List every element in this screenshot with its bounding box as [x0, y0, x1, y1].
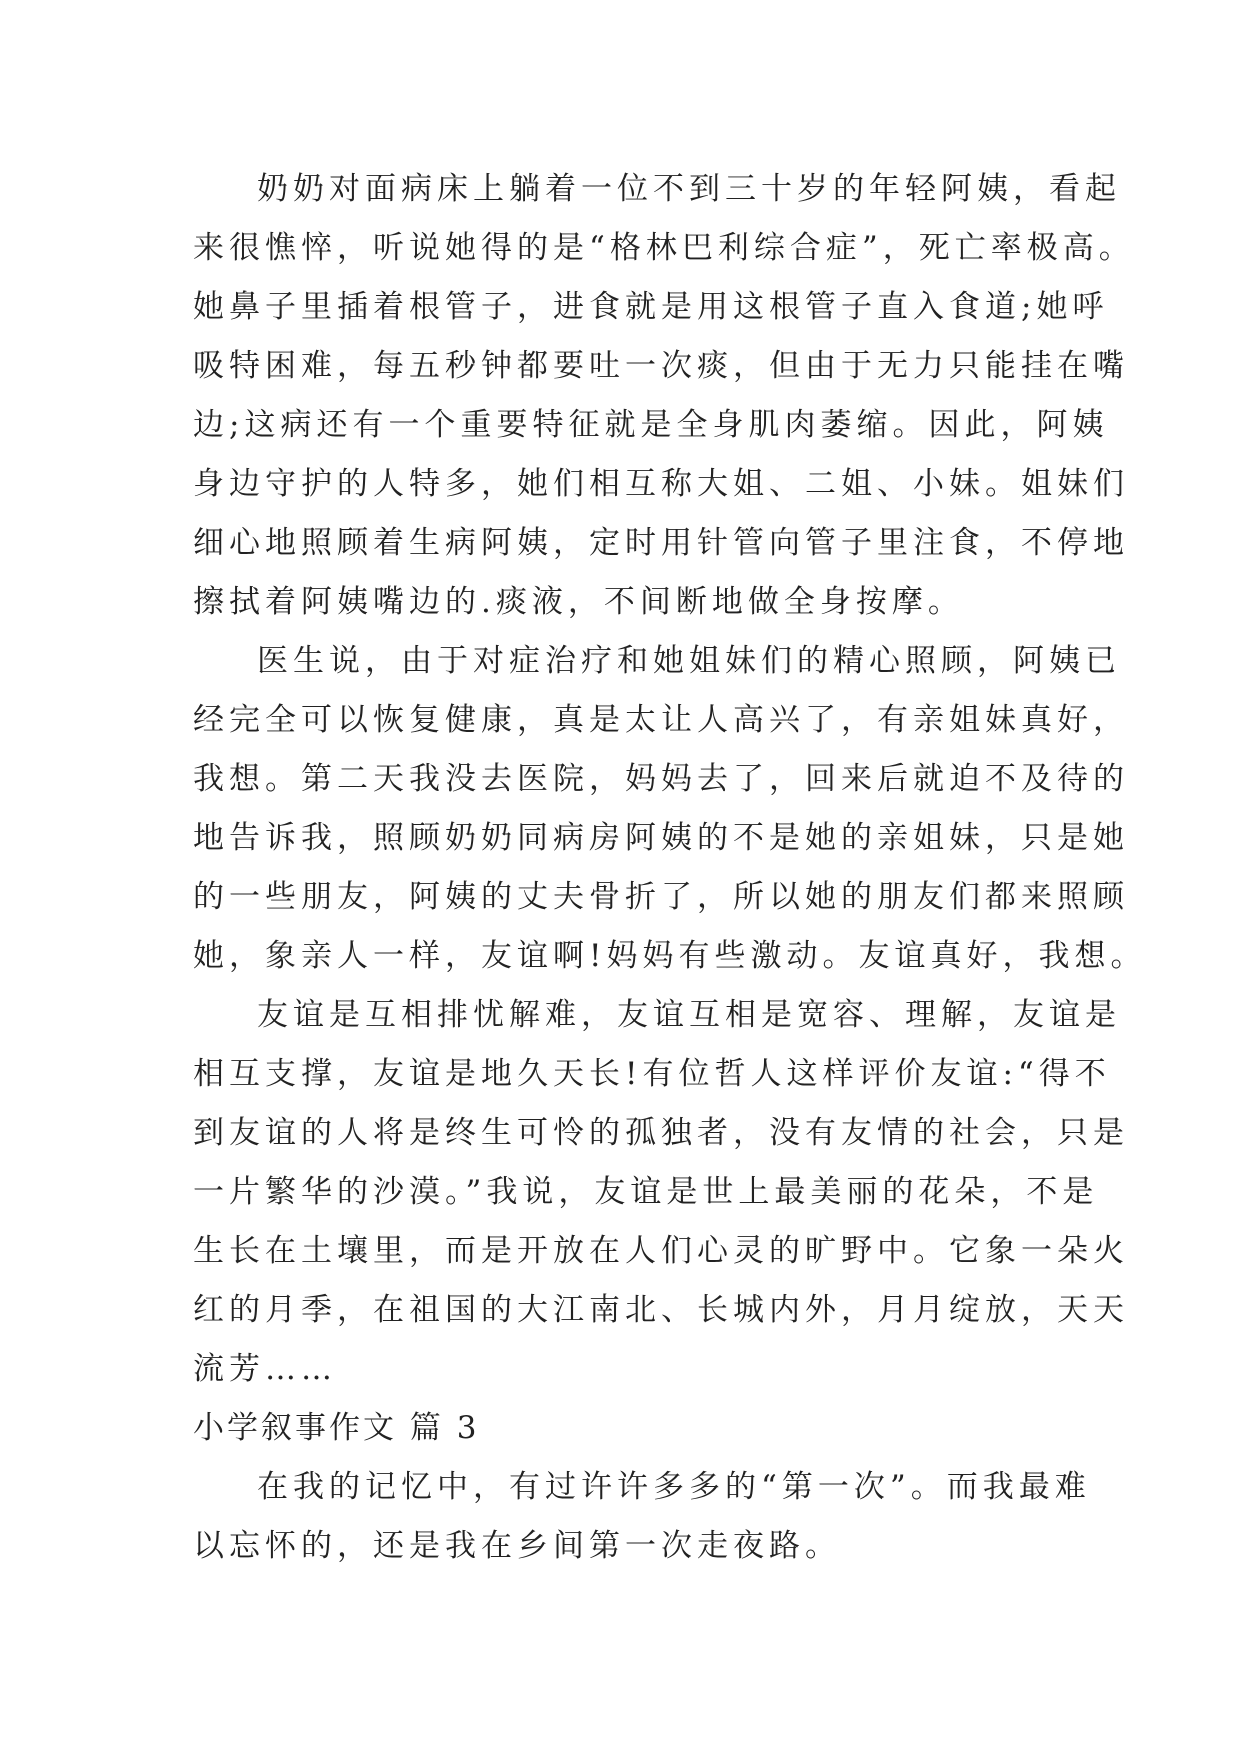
text-line: 奶奶对面病床上躺着一位不到三十岁的年轻阿姨，看起 [257, 171, 1121, 207]
text-line: 流芳…… [193, 1351, 337, 1387]
text-line: 她，象亲人一样，友谊啊!妈妈有些激动。友谊真好，我想。 [193, 938, 1147, 974]
text-line: 相互支撑，友谊是地久天长!有位哲人这样评价友谊:“得不 [193, 1056, 1111, 1092]
paragraph [193, 160, 1135, 632]
text-line: 在我的记忆中，有过许许多多的“第一次”。而我最难 [257, 1469, 1091, 1505]
text-line: 我想。第二天我没去医院，妈妈去了，回来后就迫不及待的 [193, 761, 1129, 797]
text-line: 经完全可以恢复健康，真是太让人高兴了，有亲姐妹真好， [193, 702, 1129, 738]
text-line: 到友谊的人将是终生可怜的孤独者，没有友情的社会，只是 [193, 1115, 1129, 1151]
text-line: 以忘怀的，还是我在乡间第一次走夜路。 [193, 1528, 841, 1564]
paragraph [193, 1458, 1091, 1576]
text-line: 一片繁华的沙漠。”我说，友谊是世上最美丽的花朵，不是 [193, 1174, 1099, 1210]
text-line: 友谊是互相排忧解难，友谊互相是宽容、理解，友谊是 [257, 997, 1121, 1033]
text-line: 生长在土壤里，而是开放在人们心灵的旷野中。它象一朵火 [193, 1233, 1129, 1269]
text-line: 她鼻子里插着根管子，进食就是用这根管子直入食道;她呼 [193, 289, 1109, 325]
section-heading: 小学叙事作文 篇 3 [193, 1410, 480, 1446]
document-page [193, 160, 1147, 1576]
paragraph [193, 632, 1147, 986]
text-line: 身边守护的人特多，她们相互称大姐、二姐、小妹。姐妹们 [193, 466, 1129, 502]
text-line: 医生说，由于对症治疗和她姐妹们的精心照顾，阿姨已 [257, 643, 1121, 679]
text-line: 擦拭着阿姨嘴边的.痰液，不间断地做全身按摩。 [193, 584, 964, 620]
text-line: 红的月季，在祖国的大江南北、长城内外，月月绽放，天天 [193, 1292, 1129, 1328]
text-line: 吸特困难，每五秒钟都要吐一次痰，但由于无力只能挂在嘴 [193, 348, 1129, 384]
text-line: 来很憔悴，听说她得的是“格林巴利综合症”，死亡率极高。 [193, 230, 1135, 266]
paragraph [193, 986, 1129, 1399]
text-line: 细心地照顾着生病阿姨，定时用针管向管子里注食，不停地 [193, 525, 1129, 561]
text-line: 的一些朋友，阿姨的丈夫骨折了，所以她的朋友们都来照顾 [193, 879, 1129, 915]
text-line: 地告诉我，照顾奶奶同病房阿姨的不是她的亲姐妹，只是她 [193, 820, 1129, 856]
text-line: 边;这病还有一个重要特征就是全身肌肉萎缩。因此，阿姨 [193, 407, 1109, 443]
